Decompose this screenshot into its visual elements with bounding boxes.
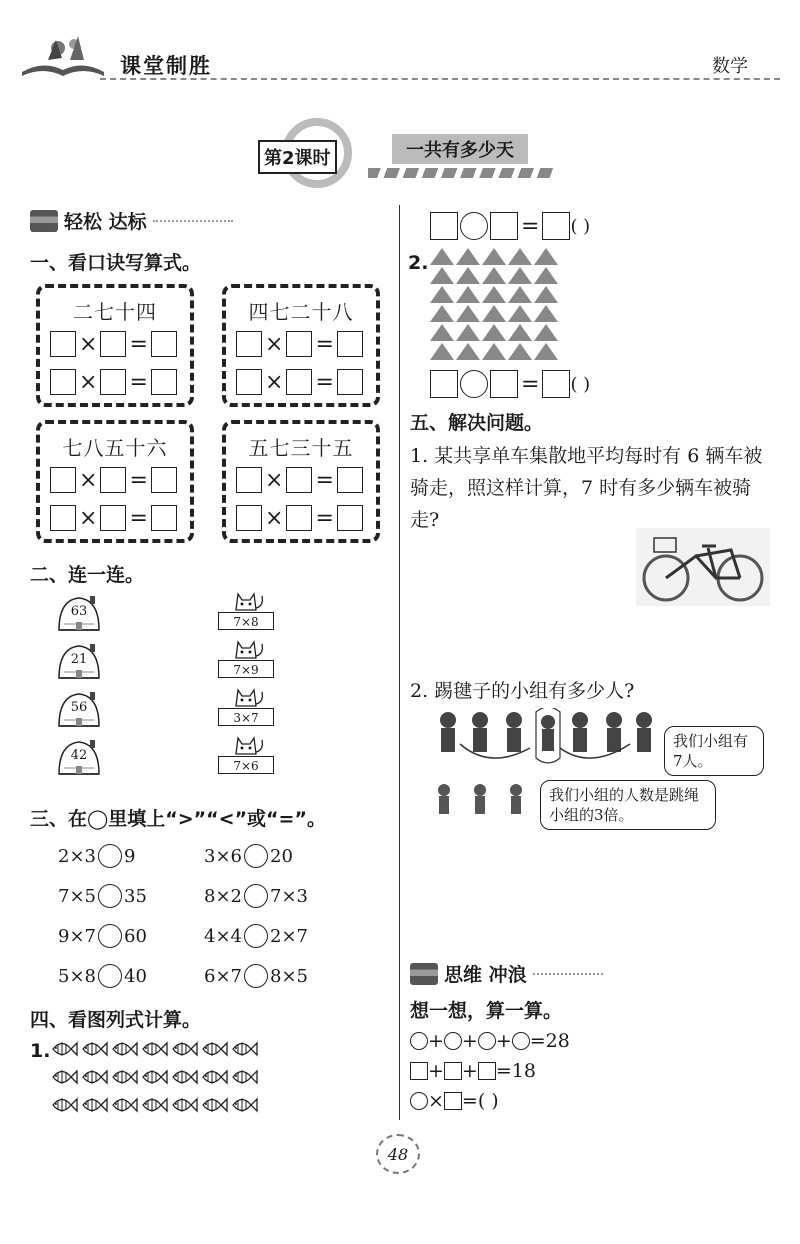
fish-icon <box>50 1038 78 1060</box>
triangle-icon <box>534 248 558 265</box>
triangle-icon <box>430 267 454 284</box>
cat-card-3[interactable] <box>218 684 276 726</box>
triangle-icon <box>482 324 506 341</box>
s4-q1-num: 1. <box>30 1040 51 1062</box>
section-think-label: 思维 冲浪 <box>444 964 527 986</box>
compare-right: 20 <box>270 845 293 867</box>
book-title: 课堂制胜 <box>120 54 212 78</box>
fish-icon <box>110 1094 138 1116</box>
hut-number: 42 <box>70 748 88 763</box>
cat-expression: 7×9 <box>218 660 274 678</box>
think-line-1: + + + =28 <box>410 1030 570 1052</box>
cat-icon <box>228 732 268 758</box>
think-title: 想一想，算一算。 <box>410 1000 563 1022</box>
triangle-icon <box>482 248 506 265</box>
triangle-icon <box>430 324 454 341</box>
cat-card-4[interactable] <box>218 732 276 774</box>
header-logo <box>18 30 108 78</box>
compare-circle[interactable] <box>98 964 122 988</box>
fish-icon <box>140 1038 168 1060</box>
koujue-box-3: 七八五十六 × = × = <box>36 420 194 543</box>
triangle-icon <box>508 248 532 265</box>
lesson-stripes <box>368 168 554 178</box>
koujue-box-1: 二七十四 × = × = <box>36 284 194 407</box>
compare-item-1 <box>58 844 135 868</box>
compare-item-2 <box>204 844 293 868</box>
fish-row-1 <box>50 1038 258 1060</box>
section-easy-dots <box>153 220 233 222</box>
compare-circle[interactable] <box>98 844 122 868</box>
fish-icon <box>80 1066 108 1088</box>
compare-right: 8×5 <box>270 965 308 987</box>
triangle-icon <box>456 286 480 303</box>
triangle-icon <box>430 305 454 322</box>
triangle-icon <box>508 305 532 322</box>
compare-left: 7×5 <box>58 885 96 907</box>
s2-title: 二、连一连。 <box>30 564 145 586</box>
cat-icon <box>228 636 268 662</box>
fish-icon <box>170 1094 198 1116</box>
compare-item-6 <box>204 924 308 948</box>
compare-item-8 <box>204 964 308 988</box>
compare-circle[interactable] <box>244 964 268 988</box>
fish-icon <box>110 1066 138 1088</box>
s5-q1-text: 1. 某共享单车集散地平均每时有 6 辆车被骑走，照这样计算，7 时有多少辆车被骑走? <box>410 445 763 531</box>
triangle-icon <box>508 267 532 284</box>
triangle-icon <box>534 286 558 303</box>
triangle-icon <box>508 286 532 303</box>
triangle-icon <box>534 267 558 284</box>
compare-right: 35 <box>124 885 147 907</box>
subject-label: 数学 <box>712 56 748 77</box>
s4-q2-num: 2. <box>408 252 429 274</box>
hut-1[interactable] <box>56 594 102 634</box>
cat-icon <box>228 684 268 710</box>
compare-right: 40 <box>124 965 147 987</box>
koujue-box-4: 五七三十五 × = × = <box>222 420 380 543</box>
fish-icon <box>110 1038 138 1060</box>
fish-icon <box>230 1038 258 1060</box>
speech-bubble-jump-rope <box>664 726 764 776</box>
compare-left: 4×4 <box>204 925 242 947</box>
page-number-badge <box>376 1134 420 1174</box>
s4-q2-equation: = ( ) <box>430 370 590 398</box>
fish-icon <box>230 1094 258 1116</box>
bubble1-text: 我们小组有7人。 <box>673 732 749 770</box>
fish-icon <box>50 1066 78 1088</box>
triangle-icon <box>508 343 532 360</box>
bubble2-text: 我们小组的人数是跳绳小组的3倍。 <box>549 786 700 824</box>
s3-title: 三、在◯里填上“>”“<”或“=”。 <box>30 808 326 830</box>
cat-expression: 7×8 <box>218 612 274 630</box>
fish-icon <box>230 1066 258 1088</box>
section-think-dots <box>533 973 603 975</box>
fish-icon <box>140 1094 168 1116</box>
lesson-badge: 第2课时 <box>258 140 337 174</box>
header-rule <box>100 78 780 80</box>
s4-q1-equation: = ( ) <box>430 212 590 240</box>
lesson-title: 一共有多少天 <box>392 134 528 164</box>
s1-title: 一、看口诀写算式。 <box>30 252 202 274</box>
triangle-icon <box>456 267 480 284</box>
triangle-icon <box>456 305 480 322</box>
cat-icon <box>228 588 268 614</box>
compare-item-3 <box>58 884 147 908</box>
triangle-icon <box>430 343 454 360</box>
cat-card-1[interactable] <box>218 588 276 630</box>
triangle-icon <box>456 324 480 341</box>
cat-expression: 7×6 <box>218 756 274 774</box>
koujue-4: 五七三十五 <box>248 436 354 460</box>
s5-title: 五、解决问题。 <box>410 412 544 434</box>
fish-icon <box>200 1094 228 1116</box>
compare-right: 2×7 <box>270 925 308 947</box>
triangle-icon <box>482 343 506 360</box>
triangle-icon <box>534 343 558 360</box>
fish-icon <box>80 1094 108 1116</box>
shuttlecock-kids-image <box>430 782 534 822</box>
hut-number: 56 <box>70 700 88 715</box>
column-divider <box>399 205 400 1120</box>
triangle-icon <box>534 324 558 341</box>
compare-circle[interactable] <box>244 924 268 948</box>
fish-icon <box>200 1038 228 1060</box>
hut-2[interactable] <box>56 642 102 682</box>
compare-circle[interactable] <box>98 884 122 908</box>
compare-left: 9×7 <box>58 925 96 947</box>
think-line-3: × =( ) <box>410 1090 499 1112</box>
s5-q2-text: 2. 踢毽子的小组有多少人? <box>410 680 635 702</box>
think-line-2: + + =18 <box>410 1060 536 1082</box>
triangle-grid <box>430 248 560 362</box>
bicycle-image <box>636 528 770 606</box>
s4-title: 四、看图列式计算。 <box>30 1009 202 1031</box>
fish-icon <box>170 1066 198 1088</box>
compare-right: 60 <box>124 925 147 947</box>
fish-icon <box>50 1094 78 1116</box>
compare-item-5 <box>58 924 147 948</box>
books-icon <box>410 963 438 985</box>
hut-4[interactable] <box>56 738 102 778</box>
triangle-icon <box>430 286 454 303</box>
fish-icon <box>140 1066 168 1088</box>
compare-left: 3×6 <box>204 845 242 867</box>
cat-card-2[interactable] <box>218 636 276 678</box>
triangle-icon <box>482 305 506 322</box>
fish-icon <box>200 1066 228 1088</box>
triangle-icon <box>482 286 506 303</box>
compare-right: 7×3 <box>270 885 308 907</box>
fish-row-3 <box>50 1094 258 1116</box>
section-easy <box>30 207 233 234</box>
fish-row-2 <box>50 1066 258 1088</box>
fish-icon <box>170 1038 198 1060</box>
triangle-icon <box>456 343 480 360</box>
fish-icon <box>80 1038 108 1060</box>
page-number: 48 <box>387 1144 409 1164</box>
section-think <box>410 960 603 987</box>
triangle-icon <box>508 324 532 341</box>
triangle-icon <box>456 248 480 265</box>
hut-number: 63 <box>70 604 88 619</box>
speech-bubble-shuttlecock <box>540 780 716 830</box>
hut-number: 21 <box>70 652 88 667</box>
koujue-1: 二七十四 <box>73 300 157 324</box>
compare-circle[interactable] <box>244 844 268 868</box>
triangle-icon <box>534 305 558 322</box>
cat-expression: 3×7 <box>218 708 274 726</box>
triangle-icon <box>482 267 506 284</box>
compare-item-7 <box>58 964 147 988</box>
compare-circle[interactable] <box>244 884 268 908</box>
koujue-2: 四七二十八 <box>248 300 354 324</box>
books-icon <box>30 210 58 232</box>
koujue-box-2: 四七二十八 × = × = <box>222 284 380 407</box>
hut-3[interactable] <box>56 690 102 730</box>
compare-item-4 <box>204 884 308 908</box>
triangle-icon <box>430 248 454 265</box>
jump-rope-kids-image <box>430 708 660 770</box>
compare-left: 2×3 <box>58 845 96 867</box>
compare-left: 5×8 <box>58 965 96 987</box>
compare-left: 8×2 <box>204 885 242 907</box>
compare-right: 9 <box>124 845 136 867</box>
compare-circle[interactable] <box>98 924 122 948</box>
koujue-3: 七八五十六 <box>62 436 168 460</box>
section-easy-label: 轻松 达标 <box>64 211 147 233</box>
compare-left: 6×7 <box>204 965 242 987</box>
